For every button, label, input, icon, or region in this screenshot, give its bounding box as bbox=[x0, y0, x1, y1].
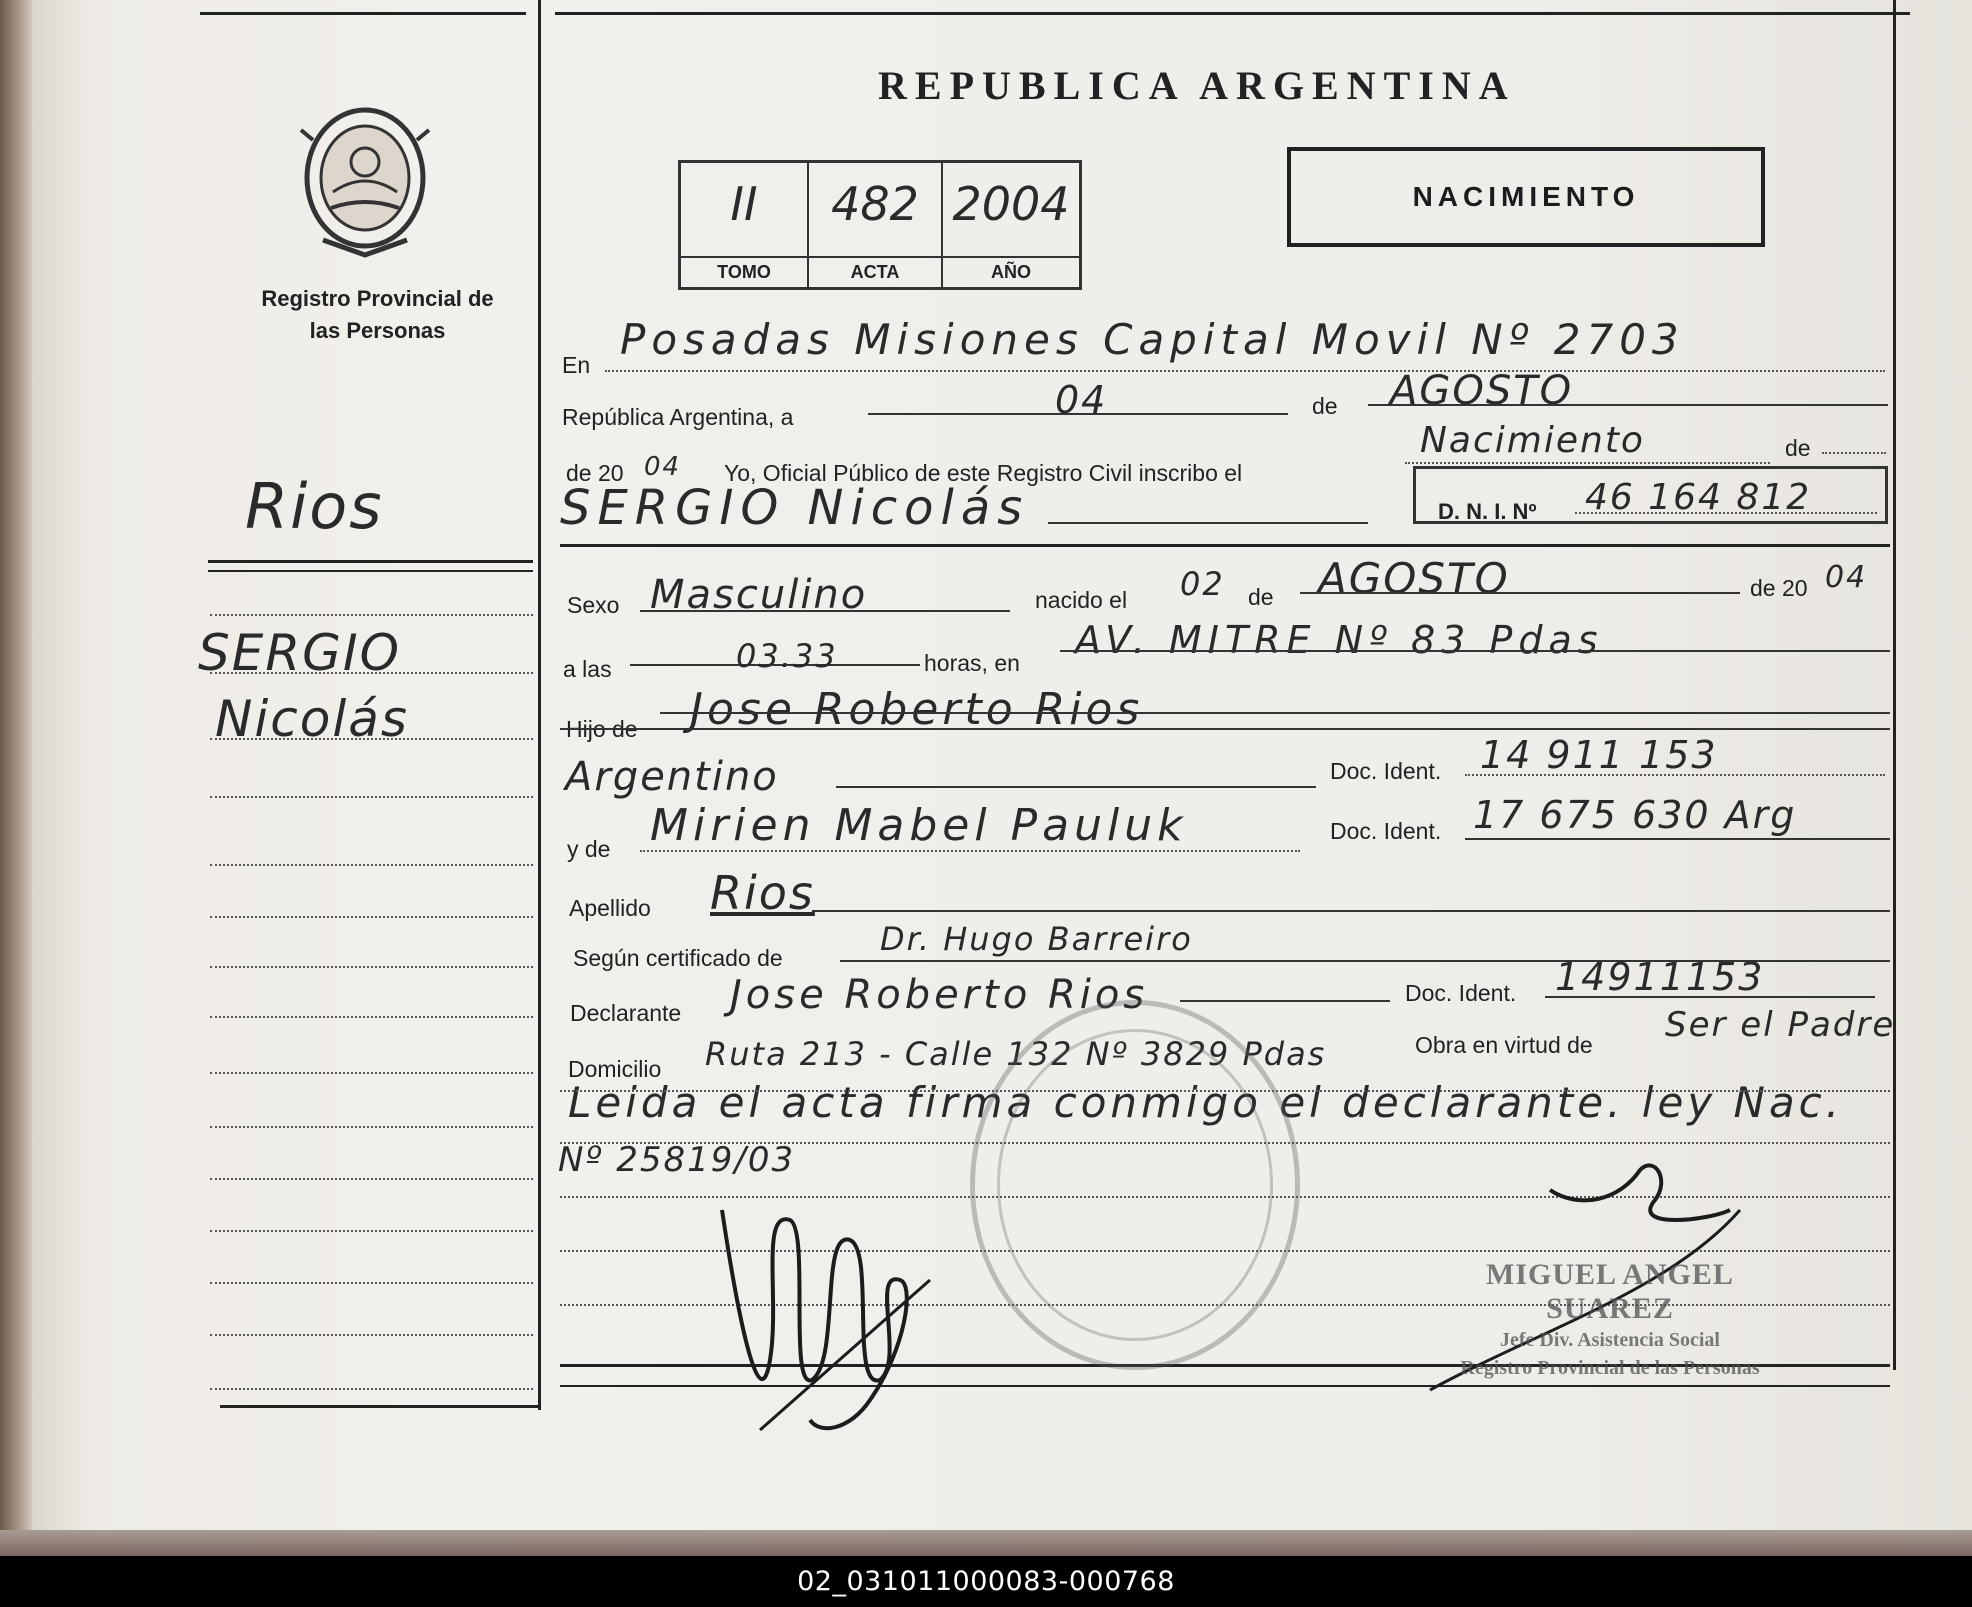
margin-given-1: SERGIO bbox=[198, 624, 401, 682]
inscribo-value: Nacimiento bbox=[1420, 420, 1645, 461]
margin-surname: Rios bbox=[245, 470, 384, 543]
padre-line bbox=[660, 712, 1890, 714]
official-stamp bbox=[1420, 1258, 1800, 1382]
official-role: Jefe Div. Asistencia Social bbox=[1500, 1329, 1720, 1351]
hijo-label: Hijo de bbox=[566, 716, 638, 742]
margin-dotline bbox=[210, 796, 533, 798]
note-line-2: Nº 25819/03 bbox=[558, 1140, 796, 1180]
margin-dotline bbox=[210, 614, 533, 616]
certificado-label: Según certificado de bbox=[573, 945, 783, 971]
official-name: MIGUEL ANGEL SUAREZ bbox=[1486, 1258, 1734, 1325]
margin-dotline bbox=[210, 966, 533, 968]
year-prefix: de 20 bbox=[566, 460, 624, 486]
declarante-doc-value: 14911153 bbox=[1555, 955, 1765, 999]
official-office: Registro Provincial de las Personas bbox=[1460, 1357, 1760, 1379]
nacido-year-prefix: de 20 bbox=[1750, 575, 1808, 601]
dni-value: 46 164 812 bbox=[1585, 477, 1812, 518]
margin-dotline bbox=[210, 1388, 533, 1390]
column-divider bbox=[538, 0, 541, 1410]
margin-bottom-rule bbox=[220, 1405, 540, 1408]
declarante-value: Jose Roberto Rios bbox=[730, 972, 1149, 1018]
ano-value: 2004 bbox=[952, 177, 1070, 231]
padre-value: Jose Roberto Rios bbox=[690, 684, 1144, 735]
registry-label: Registro Provincial de las Personas bbox=[261, 286, 494, 343]
volume-box bbox=[678, 160, 1082, 290]
acta-label: ACTA bbox=[809, 256, 941, 283]
margin-dotline bbox=[210, 738, 533, 740]
de-label3: de bbox=[1248, 584, 1274, 610]
act-type-box: NACIMIENTO bbox=[1287, 147, 1765, 247]
name-line bbox=[1048, 522, 1368, 524]
padre-nac-line bbox=[836, 786, 1316, 788]
tomo-label: TOMO bbox=[681, 256, 807, 283]
yde-label: y de bbox=[567, 836, 611, 862]
domicilio-label: Domicilio bbox=[568, 1056, 662, 1082]
lugar-line bbox=[1060, 650, 1890, 652]
margin-dotline bbox=[210, 1126, 533, 1128]
margin-dotline bbox=[210, 864, 533, 866]
ano-cell bbox=[943, 163, 1079, 287]
sexo-label: Sexo bbox=[567, 592, 620, 618]
hora-value: 03.33 bbox=[736, 637, 838, 675]
acta-cell bbox=[809, 163, 943, 287]
obra-label: Obra en virtud de bbox=[1415, 1032, 1593, 1058]
declarante-doc-line bbox=[1545, 996, 1875, 998]
margin-dotline bbox=[210, 916, 533, 918]
nacido-month-line bbox=[1300, 592, 1740, 594]
madre-doc-line bbox=[1465, 838, 1890, 840]
margin-given-2: Nicolás bbox=[215, 690, 409, 748]
de-label2: de bbox=[1785, 435, 1811, 461]
book-binding bbox=[0, 1530, 1972, 1556]
apellido-value: Rios bbox=[710, 866, 815, 920]
en-label: En bbox=[562, 352, 591, 378]
sexo-line bbox=[640, 610, 1010, 612]
obra-value: Ser el Padre bbox=[1665, 1005, 1896, 1045]
yo-text: Yo, Oficial Público de este Registro Civil inscribo el bbox=[724, 460, 1243, 486]
madre-dotline bbox=[640, 850, 1300, 852]
madre-doc-label: Doc. Ident. bbox=[1330, 818, 1442, 844]
de-label: de bbox=[1312, 393, 1338, 419]
declarante-label: Declarante bbox=[570, 1000, 682, 1026]
margin-dotline bbox=[210, 1072, 533, 1074]
madre-value: Mirien Mabel Pauluk bbox=[650, 800, 1188, 851]
name-value: SERGIO Nicolás bbox=[560, 480, 1030, 536]
margin-dotline bbox=[210, 1178, 533, 1180]
nacido-label: nacido el bbox=[1035, 587, 1128, 613]
signature-declarante bbox=[700, 1150, 960, 1440]
acta-value: 482 bbox=[831, 177, 919, 231]
horas-label: horas, en bbox=[924, 650, 1020, 676]
nacido-month: AGOSTO bbox=[1318, 554, 1510, 603]
margin-dotline bbox=[210, 1282, 533, 1284]
dni-label: D. N. I. Nº bbox=[1438, 499, 1537, 524]
dni-dotline bbox=[1575, 512, 1877, 514]
de2-dotline bbox=[1822, 452, 1886, 454]
apellido-line bbox=[812, 910, 1890, 912]
domicilio-value: Ruta 213 - Calle 132 Nº 3829 Pdas bbox=[705, 1035, 1327, 1073]
province-seal-icon bbox=[293, 100, 438, 260]
declarante-doc-label: Doc. Ident. bbox=[1405, 980, 1517, 1006]
tomo-value: II bbox=[730, 177, 758, 231]
note-line-1: Leida el acta firma conmigo el declarante. ley Nac. bbox=[568, 1078, 1844, 1127]
declarante-line bbox=[1180, 1000, 1390, 1002]
en-dotline bbox=[605, 370, 1885, 372]
republica-label: República Argentina, a bbox=[562, 404, 794, 430]
sexo-value: Masculino bbox=[650, 572, 868, 618]
registry-stamp-seal bbox=[970, 1000, 1300, 1370]
image-caption: 02_031011000083-000768 bbox=[0, 1556, 1972, 1607]
right-border bbox=[1893, 0, 1896, 1370]
margin-dotline bbox=[210, 1230, 533, 1232]
inscribo-dotline bbox=[1405, 462, 1770, 464]
top-rule-left bbox=[200, 12, 526, 15]
alas-label: a las bbox=[563, 656, 612, 682]
ano-label: AÑO bbox=[943, 256, 1079, 283]
madre-doc-value: 17 675 630 Arg bbox=[1473, 793, 1797, 837]
padre-nacionalidad: Argentino bbox=[565, 754, 779, 800]
section-rule bbox=[560, 544, 1890, 547]
month-value: AGOSTO bbox=[1390, 368, 1574, 414]
top-rule-right bbox=[555, 12, 1910, 15]
margin-rule-2 bbox=[208, 570, 533, 572]
margin-dotline bbox=[210, 672, 533, 674]
lugar-value: AV. MITRE Nº 83 Pdas bbox=[1075, 618, 1604, 662]
month-line bbox=[1368, 404, 1888, 406]
year-value: 04 bbox=[644, 452, 682, 482]
tomo-cell bbox=[681, 163, 809, 287]
nacido-day: 02 bbox=[1180, 565, 1225, 603]
padre-doc-dotline bbox=[1465, 774, 1885, 776]
nacido-year: 04 bbox=[1825, 560, 1868, 595]
en-value: Posadas Misiones Capital Movil Nº 2703 bbox=[620, 315, 1685, 364]
day-value: 04 bbox=[1055, 378, 1108, 422]
margin-dotline bbox=[210, 1016, 533, 1018]
margin-dotline bbox=[210, 1334, 533, 1336]
book-spine-edge bbox=[0, 0, 32, 1540]
padre-doc-value: 14 911 153 bbox=[1480, 733, 1718, 777]
padre-doc-label: Doc. Ident. bbox=[1330, 758, 1442, 784]
margin-rule-1 bbox=[208, 560, 533, 563]
certificado-value: Dr. Hugo Barreiro bbox=[880, 920, 1193, 958]
padre-line-2 bbox=[560, 728, 1890, 730]
country-title: REPUBLICA ARGENTINA bbox=[878, 63, 1516, 108]
apellido-label: Apellido bbox=[569, 895, 651, 921]
